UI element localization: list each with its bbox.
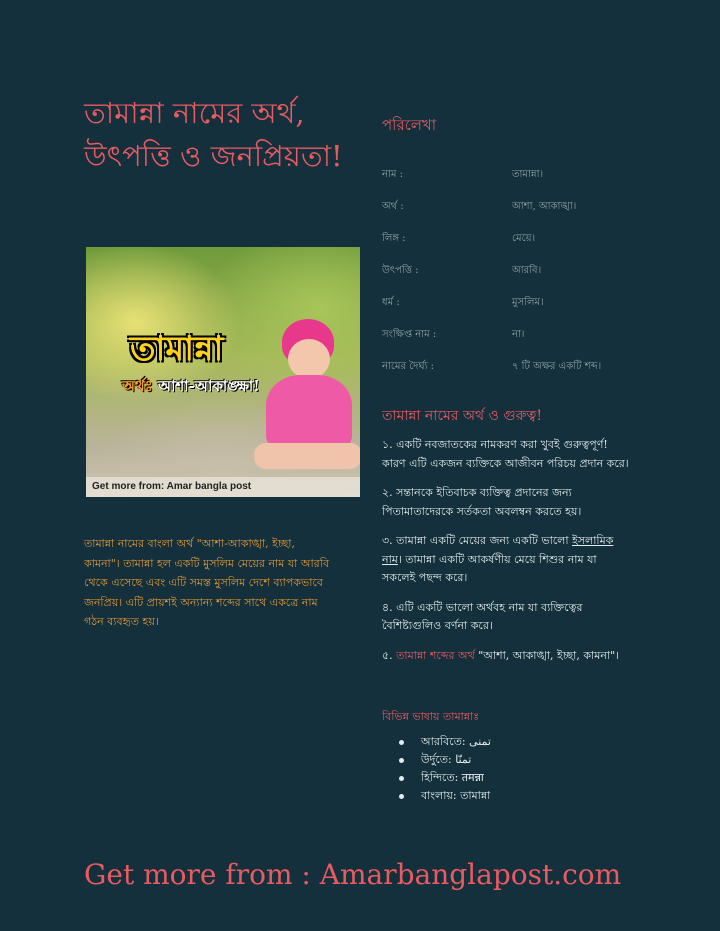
photo-overlay-title: তামান্না [130,329,224,369]
list-item [399,787,491,805]
list-item [399,751,491,769]
languages-list [399,733,491,805]
profile-row-religion [382,295,632,327]
profile-value: ৭ টি অক্ষর একটি শব্দ। [512,361,602,372]
profile-row-short-name [382,327,632,359]
photo-meaning-label: অর্থঃ [122,377,153,395]
profile-heading: পরিলেখা [382,116,437,134]
islamic-name-link[interactable]: ইসলামিক নাম [382,534,614,566]
profile-key: সংক্ষিপ্ত নাম : [382,329,437,340]
point-3 [382,532,632,588]
list-item [399,769,491,787]
profile-row-origin [382,263,632,295]
language-hindi: হিন্দিতে: तमन्ना [421,771,484,784]
language-urdu: উর্দুতে: تمنّا [421,753,472,766]
baby-legs-shape [254,443,360,469]
language-arabic: আরবিতে: تمنى [421,735,491,748]
profile-row-name [382,167,632,199]
point-3-prefix: ৩. তামান্না একটি মেয়ের জন্য একটি ভালো [382,534,573,547]
baby-face-shape [288,339,330,379]
profile-value: মেয়ে। [512,233,536,244]
bullet-icon [399,776,404,781]
point-2: ২. সন্তানকে ইতিবাচক ব্যক্তিত্ব প্রদানের জন্য পিতামাতাদেরকে সর্তকতা অবলম্বন করতে হয়। [382,486,582,518]
profile-key: উৎপত্তি : [382,265,419,276]
list-item [399,733,491,751]
point-5-prefix: ৫. [382,648,397,662]
baby-photo [86,247,360,497]
importance-heading: তামান্না নামের অর্থ ও গুরুত্ব! [382,408,543,424]
languages-heading: বিভিন্ন ভাষায় তামান্নাঃ [382,710,480,723]
profile-row-gender [382,231,632,263]
profile-row-meaning [382,199,632,231]
profile-row-length [382,359,632,391]
importance-points [382,436,632,676]
point-5-highlight: তামান্না শব্দের অর্থ [396,648,475,662]
point-3-suffix: । তামান্না একটি আকর্ষণীয় মেয়ে শিশুর নাম যা সকলেই পছন্দ করে। [382,552,597,584]
profile-key: ধর্ম : [382,297,400,308]
profile-key: অর্থ : [382,201,404,212]
language-bangla: বাংলায়: তামান্না [421,789,491,802]
baby-dress-shape [266,375,352,451]
point-1: ১. একটি নবজাতকের নামকরণ করা খুবই গুরুত্বপূর্ণ! কারণ এটি একজন ব্যক্তিকে আজীবন পরিচয় প্রদান করে। [382,438,629,470]
bullet-icon [399,794,404,799]
profile-table [382,167,632,391]
profile-value: মুসলিম। [512,297,544,308]
point-4: ৪. এটি একটি ভালো অর্থবহ নাম যা ব্যক্তিত্বের বৈশিষ্ট্যগুলিও বর্ণনা করে। [382,600,583,632]
profile-value: আরবি। [512,265,542,276]
point-5 [382,647,632,666]
point-5-suffix: "আশা, আকাঙ্খা, ইচ্ছা, কামনা"। [474,648,620,662]
profile-key: নাম : [382,169,403,180]
page-title: তামান্না নামের অর্থ, উৎপত্তি ও জনপ্রিয়তা! [84,96,343,173]
bullet-icon [399,740,404,745]
profile-value: আশা, আকাঙ্খা। [512,201,577,212]
photo-meaning-value: আশা-আকাঙ্ক্ষা! [157,377,260,395]
profile-value: না। [512,329,525,340]
photo-meaning [122,375,260,400]
profile-key: লিঙ্গ : [382,233,406,244]
footer-link[interactable]: Get more from : Amarbanglapost.com [84,858,622,891]
photo-caption: Get more from: Amar bangla post [86,477,360,497]
profile-key: নামের দৈর্ঘ্য : [382,361,435,372]
profile-value: তামান্না। [512,169,544,180]
intro-paragraph: তামান্না নামের বাংলা অর্থ "আশা-আকাঙ্খা, ইচ্ছা, কামনা"। তামান্না হল একটি মুসলিম মেয়ের নাম যা আরবি থেকে এসেছে এবং এটি সমস্ত মুসলিম দেশে ব্যাপকভাবে জনপ্রিয়। এটি প্রায়শই অন্যান্য শব্দের সাথে একত্রে নাম গঠন ব্যবহৃত হয়। [84,537,329,628]
bullet-icon [399,758,404,763]
